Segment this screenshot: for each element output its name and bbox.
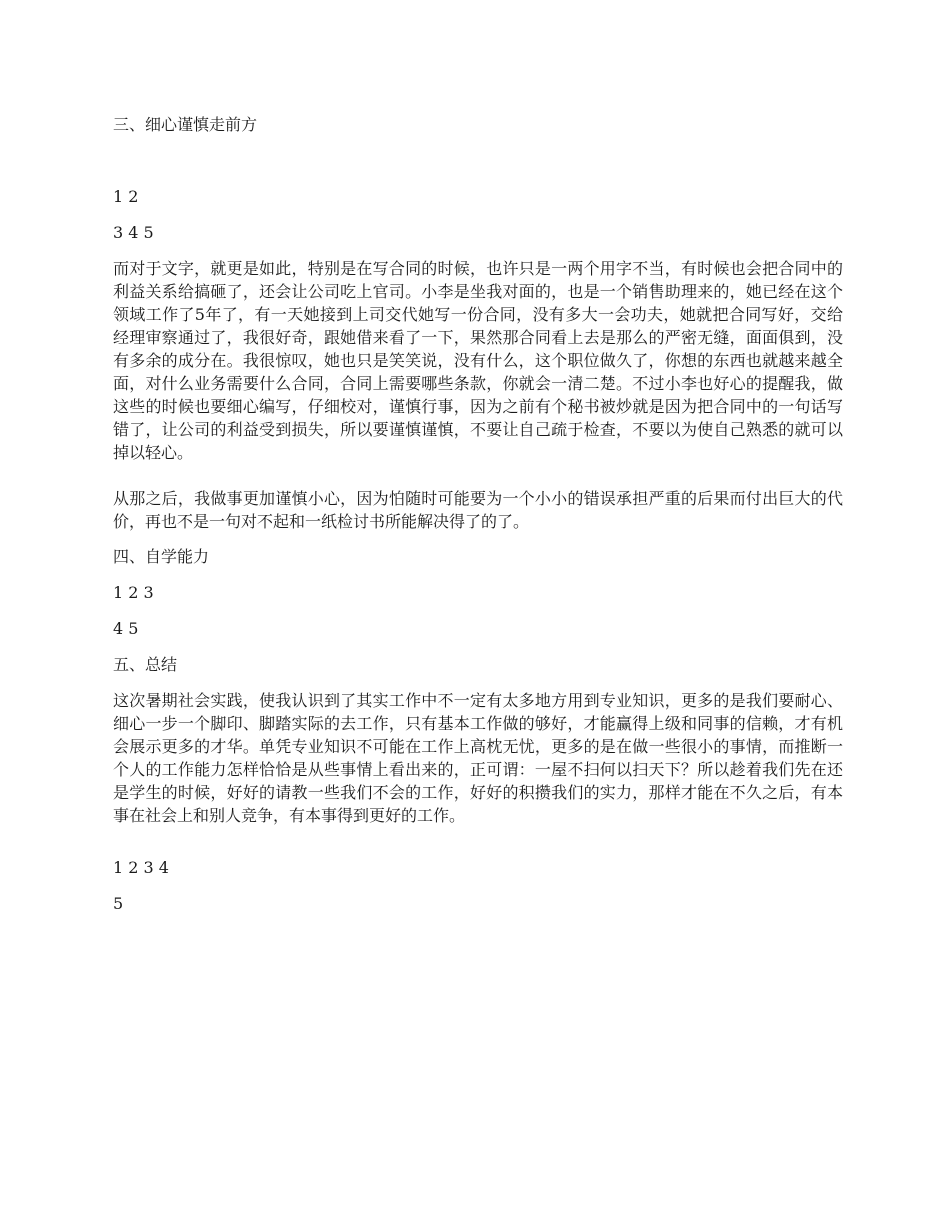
body-paragraph-summary: 这次暑期社会实践，使我认识到了其实工作中不一定有太多地方用到专业知识，更多的是我们要耐心、细心一步一个脚印、脚踏实际的去工作，只有基本工作做的够好，才能赢得上级和同事的信赖，才有机会展示更多的才华。单凭专业知识不可能在工作上高枕无忧，更多的是在做一些很小的事情，而推断一个人的工作能力怎样恰恰是从些事情上看出来的，正可谓：一屋不扫何以扫天下？所以趁着我们先在还是学生的时候，好好的请教一些我们不会的工作，好好的积攒我们的实力，那样才能在不久之后，有本事在社会上和别人竞争，有本事得到更好的工作。 xyxy=(113,691,843,825)
page-numbers-line: 1 2 xyxy=(113,187,139,206)
section-heading-4: 四、自学能力 xyxy=(113,547,210,566)
page-numbers-line: 1 2 3 xyxy=(113,583,154,602)
section-heading-5: 五、总结 xyxy=(113,655,178,674)
page-numbers-line: 5 xyxy=(113,894,124,913)
page-numbers-line: 4 5 xyxy=(113,619,139,638)
body-paragraph-caution: 从那之后，我做事更加谨慎小心，因为怕随时可能要为一个小小的错误承担严重的后果而付出巨大的代价，再也不是一句对不起和一纸检讨书所能解决得了的了。 xyxy=(113,489,843,531)
page-numbers-line: 3 4 5 xyxy=(113,223,154,242)
section-heading-3: 三、细心谨慎走前方 xyxy=(113,115,258,134)
body-paragraph-contract: 而对于文字，就更是如此，特别是在写合同的时候，也许只是一两个用字不当，有时候也会把合同中的利益关系给搞砸了，还会让公司吃上官司。小李是坐我对面的，也是一个销售助理来的，她已经在这个领域工作了5年了，有一天她接到上司交代她写一份合同，没有多大一会功夫，她就把合同写好，交给经理审察通过了，我很好奇，跟她借来看了一下，果然那合同看上去是那么的严密无缝，面面俱到，没有多余的成分在。我很惊叹，她也只是笑笑说，没有什么，这个职位做久了，你想的东西也就越来越全面，对什么业务需要什么合同，合同上需要哪些条款，你就会一清二楚。不过小李也好心的提醒我，做这些的时候也要细心编写，仔细校对，谨慎行事，因为之前有个秘书被炒就是因为把合同中的一句话写错了，让公司的利益受到损失，所以要谨慎谨慎，不要让自己疏于检查，不要以为使自己熟悉的就可以掉以轻心。 xyxy=(113,259,843,462)
page-numbers-line: 1 2 3 4 xyxy=(113,858,169,877)
